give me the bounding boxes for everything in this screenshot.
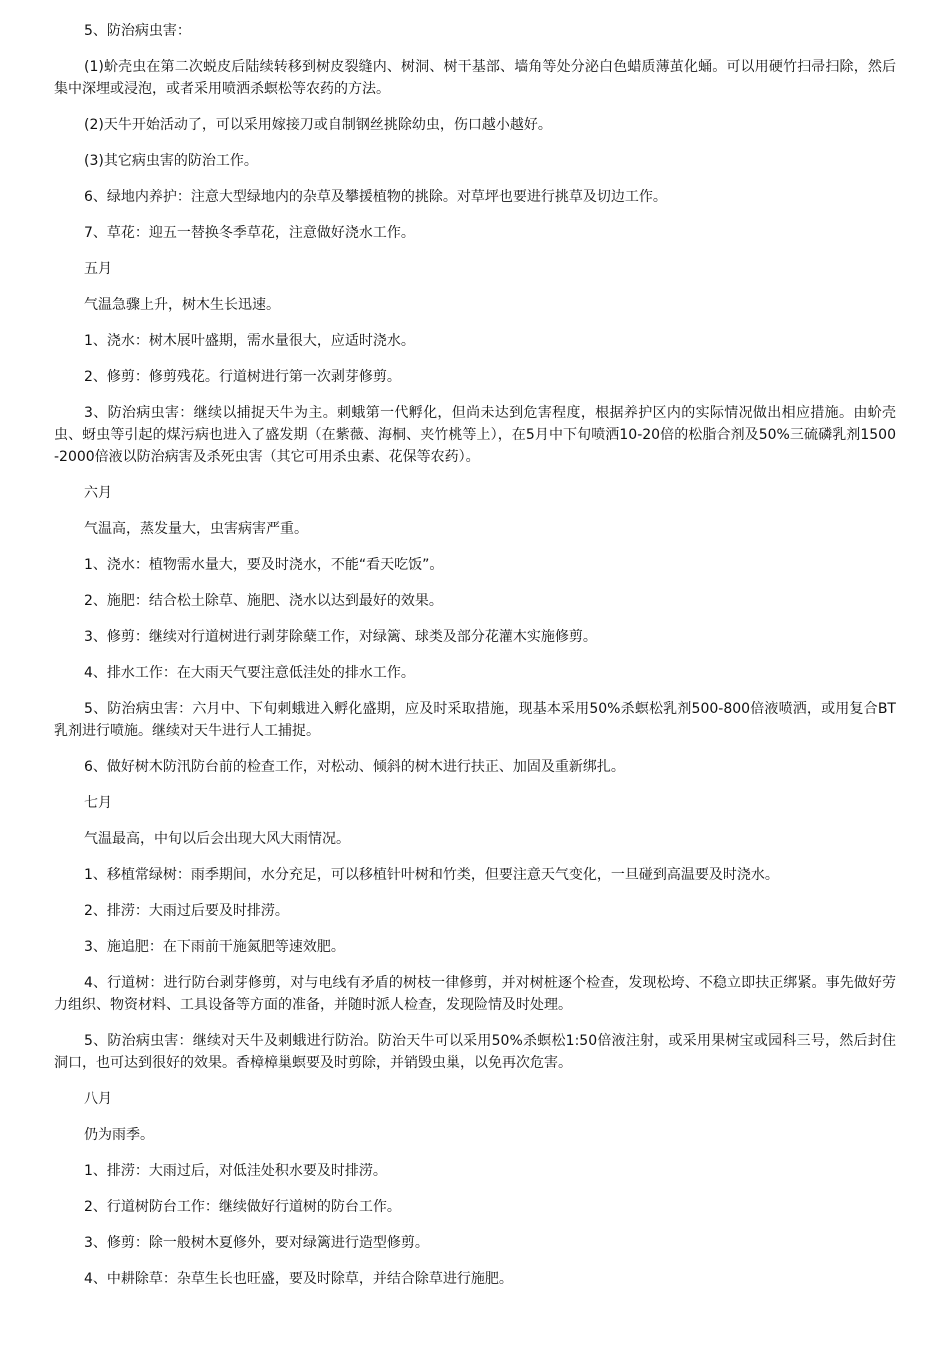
paragraph-june-watering: 1、浇水：植物需水量大，要及时浇水，不能“看天吃饭”。 [84,557,444,573]
paragraph-longhorn-beetle: (2)天牛开始活动了，可以采用嫁接刀或自制钢丝挑除幼虫，伤口越小越好。 [84,117,552,133]
paragraph-july-drainage: 2、排涝：大雨过后要及时排涝。 [84,903,289,919]
paragraph-green-space-care: 6、绿地内养护：注意大型绿地内的杂草及攀援植物的挑除。对草坪也要进行挑草及切边工作。 [84,189,667,205]
paragraph-august-weather: 仍为雨季。 [84,1127,154,1143]
paragraph-july-pest-control: 5、防治病虫害：继续对天牛及刺蛾进行防治。防治天牛可以采用50%杀螟松1:50倍液注射，或采用果树宝或园科三号，然后封住洞口，也可达到很好的效果。香樟樟巢螟要及时剪除，并销毁虫巢，以免再次危害。 [54,1033,896,1071]
paragraph-july-fertilizing: 3、施追肥：在下雨前干施氮肥等速效肥。 [84,939,345,955]
section-heading-june: 六月 [84,485,112,501]
paragraph-june-fertilizing: 2、施肥：结合松土除草、施肥、浇水以达到最好的效果。 [84,593,443,609]
paragraph-other-pests: (3)其它病虫害的防治工作。 [84,153,258,169]
document-body [54,20,896,1304]
paragraph-pest-control-heading: 5、防治病虫害： [84,23,191,39]
paragraph-august-drainage: 1、排涝：大雨过后，对低洼处积水要及时排涝。 [84,1163,387,1179]
paragraph-flowers: 7、草花：迎五一替换冬季草花，注意做好浇水工作。 [84,225,415,241]
paragraph-june-pest-control: 5、防治病虫害：六月中、下旬刺蛾进入孵化盛期，应及时采取措施，现基本采用50%杀螟松乳剂500-800倍液喷洒，或用复合BT乳剂进行喷施。继续对天牛进行人工捕捉。 [54,701,896,739]
paragraph-august-weeding: 4、中耕除草：杂草生长也旺盛，要及时除草，并结合除草进行施肥。 [84,1271,513,1287]
paragraph-august-typhoon: 2、行道树防台工作：继续做好行道树的防台工作。 [84,1199,401,1215]
paragraph-july-street-trees: 4、行道树：进行防台剥芽修剪，对与电线有矛盾的树枝一律修剪，并对树桩逐个检查，发现松垮、不稳立即扶正绑紧。事先做好劳力组织、物资材料、工具设备等方面的准备，并随时派人检查，发现险情及时处理。 [54,975,896,1013]
paragraph-may-pruning: 2、修剪：修剪残花。行道树进行第一次剥芽修剪。 [84,369,401,385]
paragraph-august-pruning: 3、修剪：除一般树木夏修外，要对绿篱进行造型修剪。 [84,1235,429,1251]
paragraph-may-weather: 气温急骤上升，树木生长迅速。 [84,297,280,313]
paragraph-may-watering: 1、浇水：树木展叶盛期，需水量很大，应适时浇水。 [84,333,415,349]
paragraph-scale-insect: (1)蚧壳虫在第二次蜕皮后陆续转移到树皮裂缝内、树洞、树干基部、墙角等处分泌白色蜡质薄茧化蛹。可以用硬竹扫帚扫除，然后集中深埋或浸泡，或者采用喷洒杀螟松等农药的方法。 [54,59,896,97]
paragraph-july-weather: 气温最高，中旬以后会出现大风大雨情况。 [84,831,350,847]
paragraph-june-pruning: 3、修剪：继续对行道树进行剥芽除蘖工作，对绿篱、球类及部分花灌木实施修剪。 [84,629,597,645]
section-heading-july: 七月 [84,795,112,811]
paragraph-june-typhoon-check: 6、做好树木防汛防台前的检查工作，对松动、倾斜的树木进行扶正、加固及重新绑扎。 [84,759,625,775]
paragraph-july-transplant: 1、移植常绿树：雨季期间，水分充足，可以移植针叶树和竹类，但要注意天气变化，一旦碰到高温要及时浇水。 [84,867,779,883]
section-heading-august: 八月 [84,1091,112,1107]
paragraph-june-drainage: 4、排水工作：在大雨天气要注意低洼处的排水工作。 [84,665,415,681]
paragraph-june-weather: 气温高，蒸发量大，虫害病害严重。 [84,521,308,537]
section-heading-may: 五月 [84,261,112,277]
paragraph-may-pest-control: 3、防治病虫害：继续以捕捉天牛为主。刺蛾第一代孵化，但尚未达到危害程度，根据养护区内的实际情况做出相应措施。由蚧壳虫、蚜虫等引起的煤污病也进入了盛发期（在紫薇、海桐、夹竹桃等上），在5月中下旬喷洒10-20倍的松脂合剂及50%三硫磷乳剂1500-2000倍液以防治病害及杀死虫害（其它可用杀虫素、花保等农药）。 [54,405,896,465]
